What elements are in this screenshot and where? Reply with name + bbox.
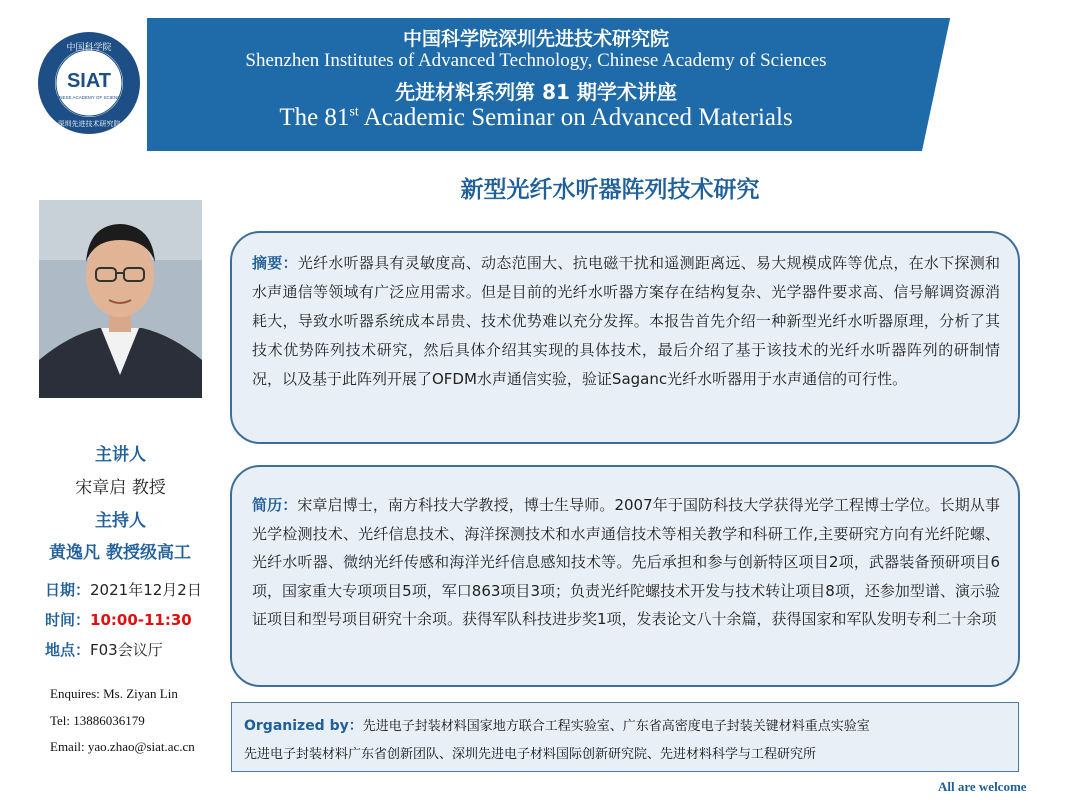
organizer-box <box>231 702 1019 772</box>
logo-ring-bottom: 深圳先进技术研究院 <box>57 120 121 128</box>
contact-enquiries: Enquires: Ms. Ziyan Lin <box>50 686 178 701</box>
event-place <box>45 639 163 660</box>
date-value: 2021年12月2日 <box>90 581 202 599</box>
abstract-label: 摘要： <box>252 254 298 272</box>
institute-cn: 中国科学院深圳先进技术研究院 <box>402 28 669 50</box>
speaker-label: 主讲人 <box>95 445 146 465</box>
host-name: 黄逸凡 教授级高工 <box>49 543 191 563</box>
logo-ring-top: 中国科学院 <box>66 43 112 53</box>
bio-text <box>252 491 1000 634</box>
seminar-title: 新型光纤水听器阵列技术研究 <box>460 177 760 203</box>
abstract-text <box>252 249 1000 394</box>
organizer-label: Organized by： <box>244 718 363 734</box>
series-en-pre: The 81 <box>279 104 350 131</box>
series-cn: 先进材料系列第 81 期学术讲座 <box>395 80 677 104</box>
abstract-box <box>230 231 1020 444</box>
speaker-name: 宋章启 教授 <box>75 478 166 498</box>
event-date <box>45 579 202 600</box>
series-en <box>22 104 1050 132</box>
logo-small-text: CHINESE ACADEMY OF SCIENCES <box>51 95 127 100</box>
date-label: 日期： <box>45 581 91 599</box>
series-en-post: Academic Seminar on Advanced Materials <box>358 104 793 131</box>
organizer-line2: 先进电子封装材料广东省创新团队、深圳先进电子材料国际创新研究院、先进材料科学与工程研究所 <box>244 747 817 762</box>
contact-email[interactable]: Email: yao.zhao@siat.ac.cn <box>50 739 195 754</box>
time-label: 时间： <box>45 611 91 629</box>
time-value: 10:00-11:30 <box>90 611 192 629</box>
bio-body: 宋章启博士，南方科技大学教授，博士生导师。2007年于国防科技大学获得光学工程博士学位。长期从事光学检测技术、光纤信息技术、海洋探测技术和水声通信技术等相关教学和科研工作,主要研究方向有光纤陀螺、光纤水听器、微纳光纤传感和海洋光纤信息感知技术等。先后承担和参与创新特区项目2项，武器装备预研项目6项，国家重大专项项目5项，军口863项目3项；负责光纤陀螺技术开发与技术转让项目8项，还参加型谱、演示验证项目和型号项目研究十余项。获得军队科技进步奖1项，发表论文八十余篇，获得国家和军队发明专利二十余项 <box>252 496 1000 628</box>
series-en-sup: st <box>349 104 359 120</box>
place-label: 地点： <box>45 641 91 659</box>
institute-en: Shenzhen Institutes of Advanced Technology, Chinese Academy of Sciences <box>245 50 827 71</box>
organizer-line1-text: 先进电子封装材料国家地方联合工程实验室、广东省高密度电子封装关键材料重点实验室 <box>362 719 870 734</box>
logo-text: SIAT <box>66 70 112 92</box>
abstract-body: 光纤水听器具有灵敏度高、动态范围大、抗电磁干扰和遥测距离远、易大规模成阵等优点，在水下探测和水声通信等领域有广泛应用需求。但是目前的光纤水听器方案存在结构复杂、光学器件要求高、信号解调资源消耗大，导致水听器系统成本昂贵、技术优势难以充分发挥。本报告首先介绍一种新型光纤水听器原理，分析了其技术优势阵列技术研究，然后具体介绍其实现的具体技术，最后介绍了基于该技术的光纤水听器阵列的研制情况，以及基于此阵列开展了OFDM水声通信实验，验证Saganc光纤水听器用于水声通信的可行性。 <box>252 254 1000 388</box>
header-banner <box>22 18 1050 151</box>
speaker-photo <box>39 200 202 398</box>
bio-box <box>230 465 1020 687</box>
bio-label: 简历： <box>252 496 298 514</box>
host-label: 主持人 <box>95 511 146 531</box>
event-time <box>45 609 192 630</box>
contact-tel: Tel: 13886036179 <box>50 713 145 728</box>
organizer-line1 <box>244 715 870 735</box>
welcome-text: All are welcome <box>938 779 1027 794</box>
place-value: F03会议厅 <box>90 641 163 659</box>
